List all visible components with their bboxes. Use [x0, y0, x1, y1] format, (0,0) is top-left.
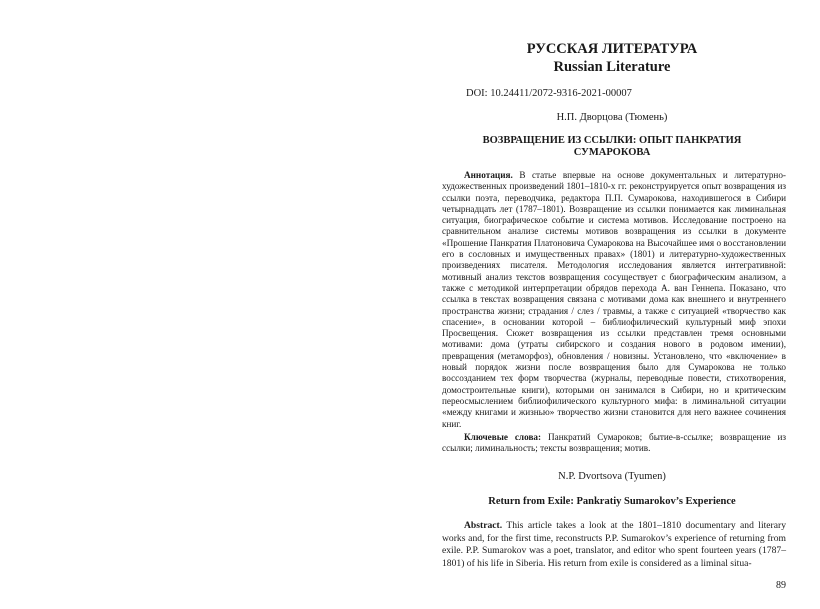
- keywords-text-ru: Панкратий Сумароков; бытие-в-ссылке; возвращение из ссылки; лиминальность; тексты возвращения; мотив.: [442, 432, 787, 454]
- abstract-text-en: This article takes a look at the 1801–1810 documentary and literary works and, for the first time, reconstructs P.P. Sumarokov’s experience of returning from exile. P.P. Sumarokov was a poet, translator, and editor who spent fourteen years (1787–1801) of his life in Siberia. His return from exile is considered as a liminal situa-: [442, 520, 786, 569]
- article-title-ru-line2: СУМАРОКОВА: [573, 147, 651, 158]
- section-title-ru: РУССКАЯ ЛИТЕРАТУРА: [526, 41, 698, 57]
- abstract-label-ru: Аннотация.: [464, 170, 513, 180]
- section-title-en: Russian Literature: [553, 59, 671, 75]
- abstract-label-en: Abstract.: [464, 520, 503, 531]
- keywords-ru: [442, 432, 786, 455]
- article-title-ru: [478, 135, 746, 159]
- author-en: N.P. Dvortsova (Tyumen): [558, 471, 666, 482]
- page-number: 89: [776, 580, 786, 591]
- abstract-ru: [442, 170, 786, 430]
- article-title-ru-line1: ВОЗВРАЩЕНИЕ ИЗ ССЫЛКИ: ОПЫТ ПАНКРАТИЯ: [482, 135, 742, 146]
- author-ru: Н.П. Дворцова (Тюмень): [556, 112, 668, 123]
- section-title: [438, 40, 786, 76]
- article-title-en: Return from Exile: Pankratiy Sumarokov’s Experience: [488, 496, 736, 507]
- keywords-label-ru: Ключевые слова:: [464, 432, 542, 442]
- abstract-text-ru: В статье впервые на основе документальных и литературно-художественных произведений 1801–1810-х гг. реконструируется опыт возвращения из ссылки поэта, переводчика, редактора П.П. Сумарокова, находившегося в Сибири четырнадцать лет (1787–1801). Возвращение из ссылки понимается как лиминальная ситуация, биографическое событие и система мотивов. Исследование построено на сравнительном анализе системы мотивов возвращения из ссылки в документе «Прошение Панкратия Платоновича Сумарокова на Высочайшее имя о восстановлении его в сословных и имущественных правах» (1801) и литературно-художественных произведениях писателя. Методология исследования является интегративной: мотивный анализ текстов возвращения сосуществует с биографическим анализом, а также с методикой интерпретации обрядов перехода А. ван Геннепа. Показано, что ссылка в текстах возвращения связана с мотивами дома как внешнего и внутреннего пространства жизни; страдания / слез / травмы, а также с ситуацией «творчество как спасение», в основании которой – библиофилический культурный миф эпохи Просвещения. Сюжет возвращения из ссылки представлен тремя основными мотивами: дома (утраты сибирского и создания нового в родовом имении), превращения (метаморфоз), обновления / новизны. Установлено, что «включение» в новый порядок жизни после возвращения было для Сумарокова не только воссозданием тех форм творчества (журналы, переводные повести, стихотворения, домостроительные книги), которыми он занимался в Сибири, но и критическим переосмыслением библиофилического культурного мифа: в лиминальной ситуации «между книгами и жизнью» творчество жизни становится для него важнее сочинения книг.: [442, 170, 786, 429]
- doi: DOI: 10.24411/2072-9316-2021-00007: [466, 88, 632, 99]
- abstract-en: [442, 520, 786, 570]
- journal-page: [438, 0, 786, 609]
